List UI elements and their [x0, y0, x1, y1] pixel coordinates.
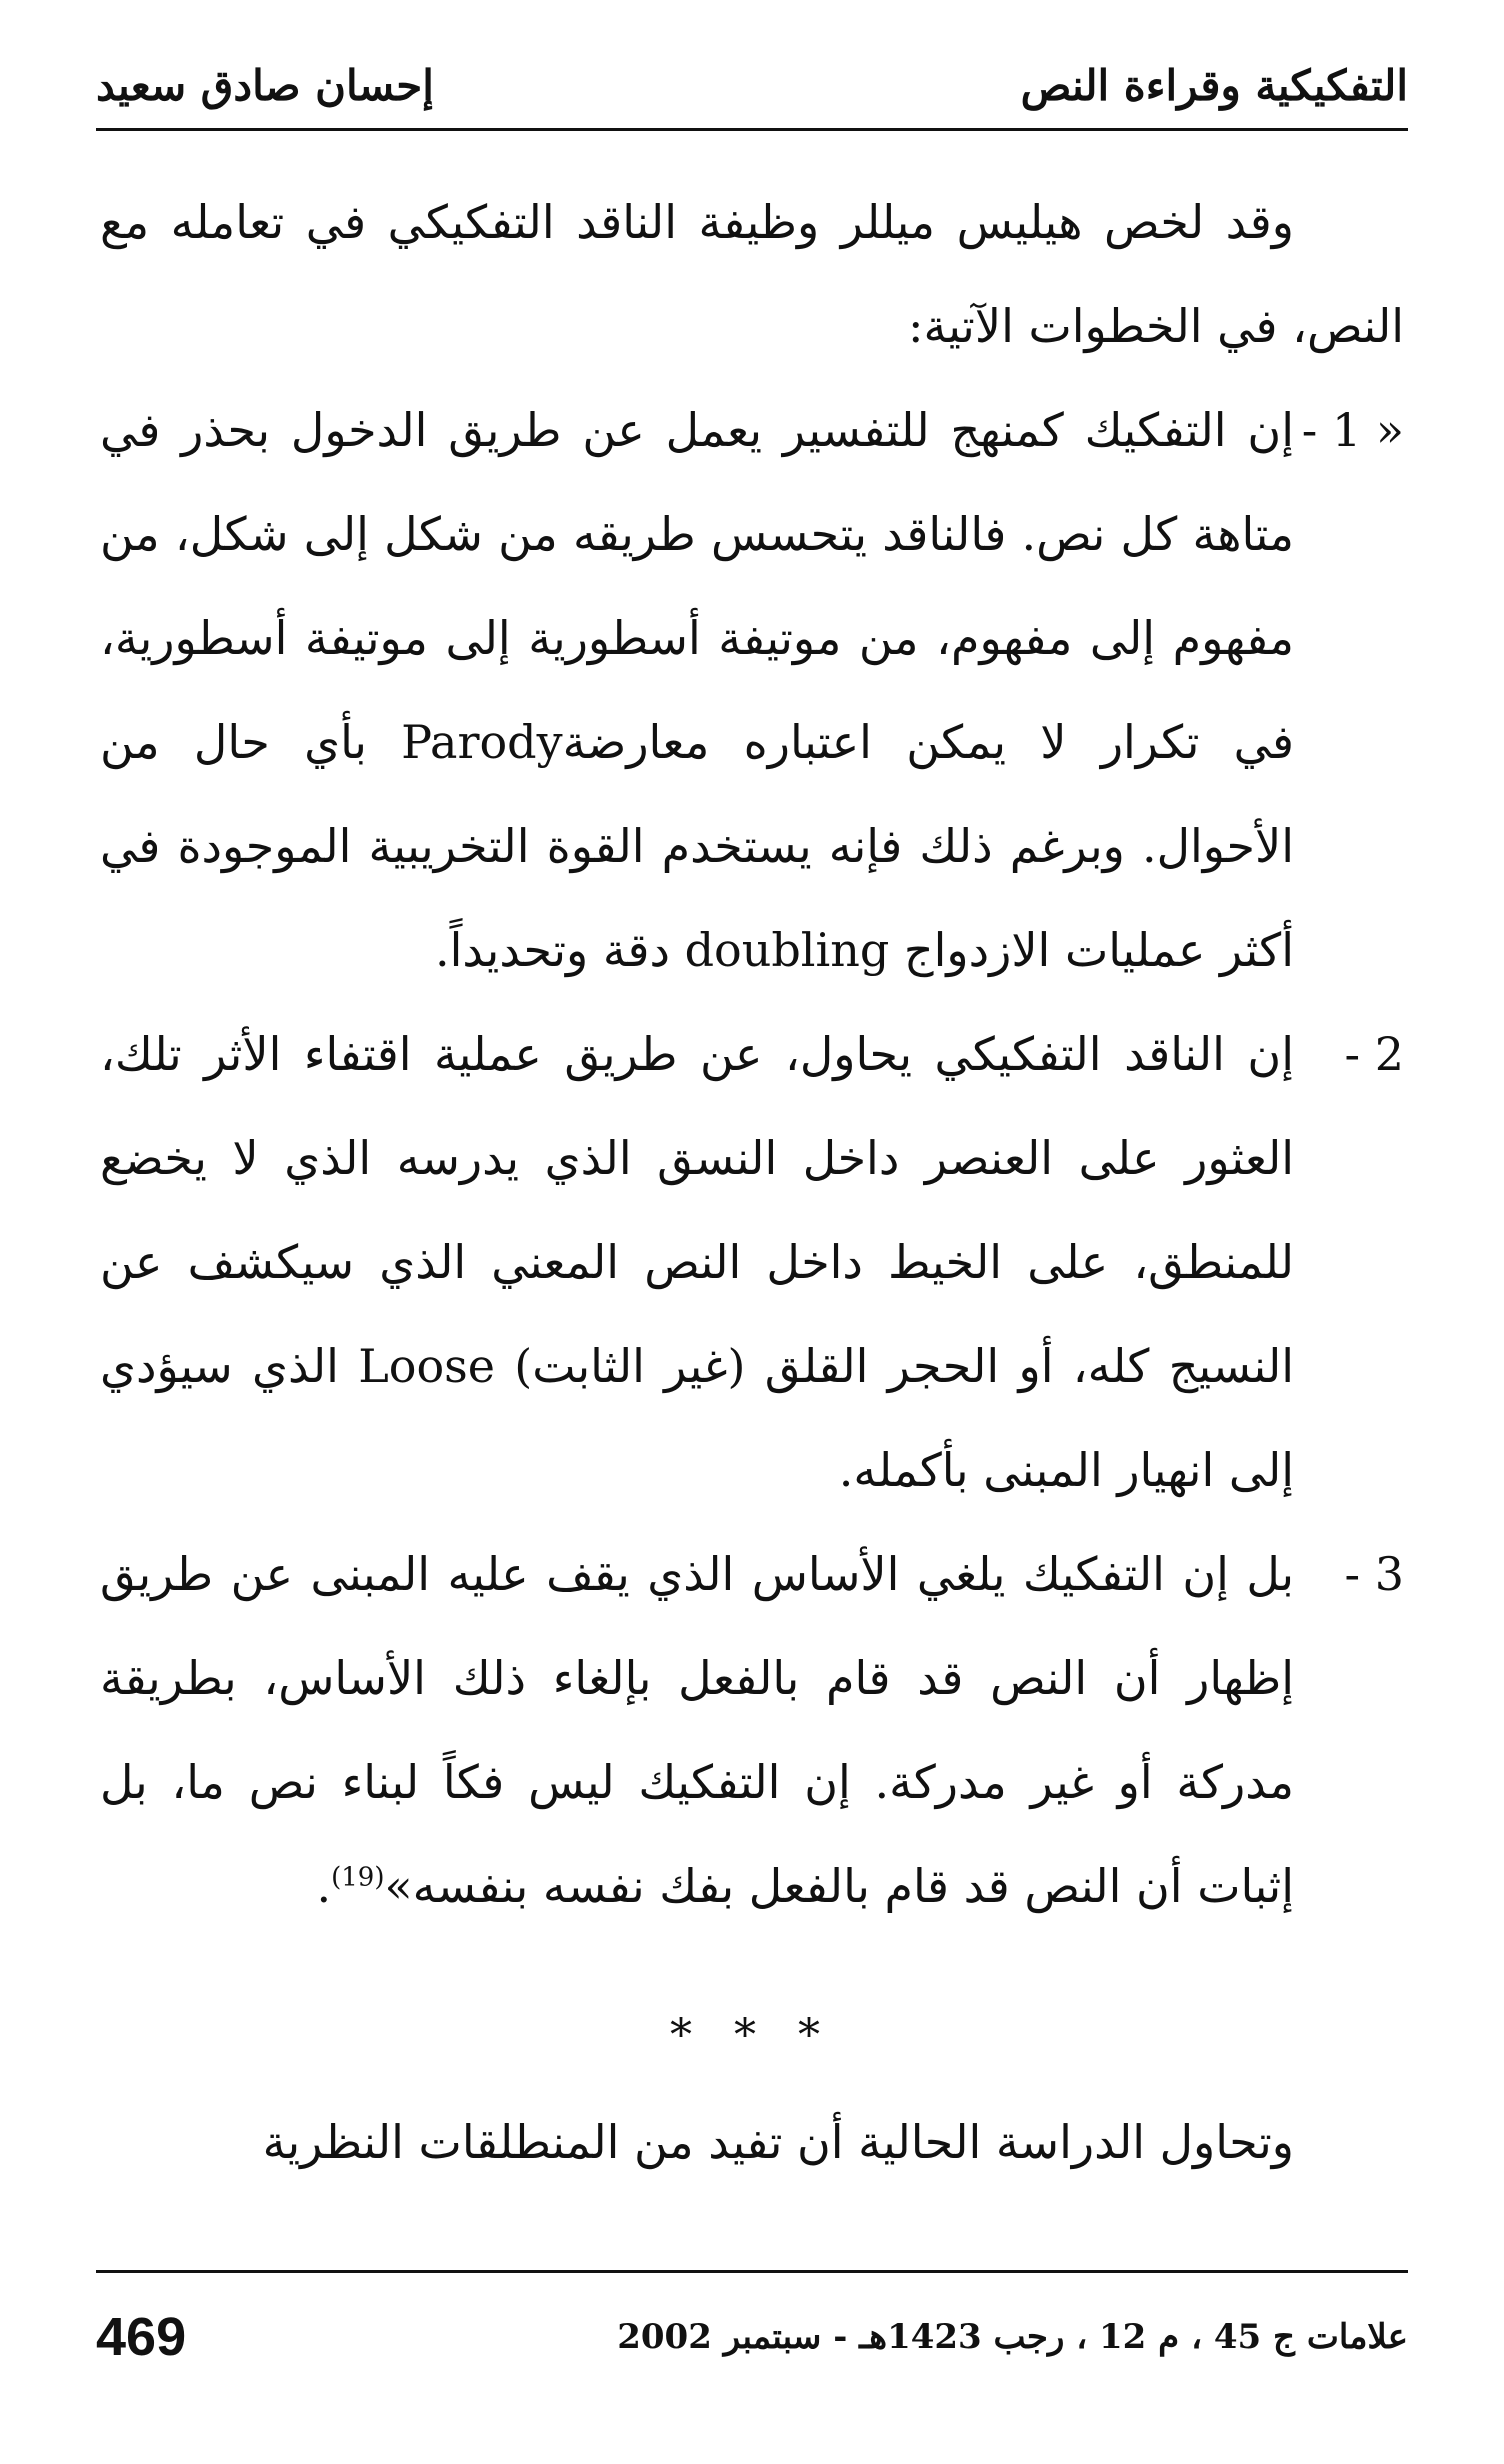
footnote-reference: (19) — [331, 1862, 385, 1893]
book-title: التفكيكية وقراءة النص — [1020, 60, 1408, 110]
item-number: 3 - — [1344, 1547, 1404, 1601]
running-header — [96, 50, 1408, 120]
closing-paragraph: وتحاول الدراسة الحالية أن تفيد من المنطلقات النظرية — [262, 2115, 1294, 2169]
page-number: 469 — [96, 2307, 187, 2367]
list-item-2 — [100, 1002, 1404, 1522]
end-mark: . — [316, 1859, 332, 1913]
item-number: 2 - — [1344, 1027, 1404, 1081]
item-text-wrapper — [100, 1522, 1294, 1938]
section-separator: * * * — [670, 2010, 834, 2061]
item-text: إن الناقد التفكيكي يحاول، عن طريق عملية اقتفاء الأثر تلك، العثور على العنصر داخل النسق الذي يدرسه الذي لا يخضع للمنطق، على الخيط داخل النص المعني الذي سيكشف عن النسيج كله، أو الحجر القلق (غير الثابت) Loose الذي سيؤدي إلى انهيار المبنى بأكمله. — [100, 1027, 1294, 1497]
list-item-1 — [100, 378, 1404, 1002]
list-item-3 — [100, 1522, 1404, 1938]
header-rule — [96, 128, 1408, 131]
author-name: إحسان صادق سعيد — [96, 60, 434, 110]
item-text: إن التفكيك كمنهج للتفسير يعمل عن طريق الدخول بحذر في متاهة كل نص. فالناقد يتحسس طريقه من شكل إلى شكل، من مفهوم إلى مفهوم، من موتيفة أسطورية إلى موتيفة أسطورية، في تكرار لا يمكن اعتباره معارضةParody بأي حال من الأحوال. وبرغم ذلك فإنه يستخدم القوة التخريبية الموجودة في أكثر عمليات الازدواج doubling دقة وتحديداً. — [100, 403, 1294, 977]
item-text: بل إن التفكيك يلغي الأساس الذي يقف عليه المبنى عن طريق إظهار أن النص قد قام بالفعل بإلغاء ذلك الأساس، بطريقة مدركة أو غير مدركة. إن التفكيك ليس فكاً لبناء نص ما، بل إثبات أن النص قد قام بالفعل بفك نفسه بنفسه» — [100, 1547, 1294, 1913]
running-footer — [96, 2292, 1408, 2382]
issue-info: علامات ج 45 ، م 12 ، رجب 1423هـ - سبتمبر 2002 — [617, 2317, 1408, 2357]
footer-rule — [96, 2270, 1408, 2273]
page-body — [100, 170, 1404, 2194]
intro-paragraph: وقد لخص هيليس ميللر وظيفة الناقد التفكيكي في تعامله مع النص، في الخطوات الآتية: — [100, 195, 1404, 353]
item-number: « 1 - — [1301, 403, 1404, 457]
